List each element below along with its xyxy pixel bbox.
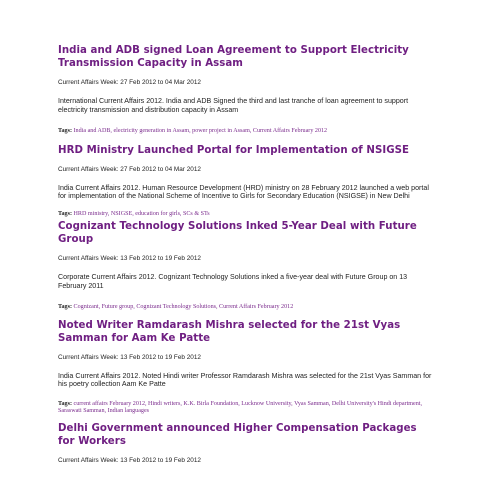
tags-label: Tags:: [58, 128, 72, 135]
tag-links[interactable]: Cognizant, Future group, Cognizant Technology Solutions, Current Affairs February 2012: [73, 304, 294, 311]
article-description: International Current Affairs 2012. India and ADB Signed the third and last tranche of loan agreement to support electricity transmission and distribution capacity in Assam: [58, 97, 409, 114]
tags-label: Tags:: [58, 210, 72, 217]
article-tags: [58, 128, 436, 135]
article-tags: [58, 211, 436, 218]
article-tags: [58, 401, 436, 416]
article-tags: [58, 304, 436, 311]
article-title-link[interactable]: HRD Ministry Launched Portal for Implementation of NSIGSE: [58, 144, 410, 156]
article-title-link[interactable]: India and ADB signed Loan Agreement to Support Electricity Transmission Capacity in Assam: [58, 45, 409, 69]
article-description: Corporate Current Affairs 2012. Cognizant Technology Solutions inked a five-year deal with Future Group on 13 February 2011: [58, 273, 408, 290]
tags-label: Tags:: [58, 304, 72, 311]
article-title-link[interactable]: Noted Writer Ramdarash Mishra selected for the 21st Vyas Samman for Aam Ke Patte: [58, 319, 401, 344]
article-week: Current Affairs Week: 27 Feb 2012 to 04 Mar 2012: [58, 79, 201, 86]
article-week: Current Affairs Week: 13 Feb 2012 to 19 Feb 2012: [58, 456, 201, 464]
tags-label: Tags:: [58, 400, 72, 407]
article-item: [58, 319, 436, 416]
tag-links[interactable]: India and ADB, electricity generation in Assam, power project in Assam, Current Affairs February 2012: [73, 128, 328, 135]
article-item: [58, 220, 436, 312]
article-item: [58, 422, 436, 465]
article-week: Current Affairs Week: 13 Feb 2012 to 19 Feb 2012: [58, 353, 201, 361]
tag-links[interactable]: HRD ministry, NSIGSE, education for girls, SCs & STs: [73, 210, 210, 217]
article-description: India Current Affairs 2012. Human Resource Development (HRD) ministry on 28 February 2012 launched a web portal for implementation of the National Scheme of Incentive to Girls for Secondary Education (NSIGSE) in New Delhi: [58, 183, 429, 201]
article-week: Current Affairs Week: 27 Feb 2012 to 04 Mar 2012: [58, 165, 201, 173]
article-week: Current Affairs Week: 13 Feb 2012 to 19 Feb 2012: [58, 255, 201, 263]
article-item: [58, 44, 436, 136]
article-title-link[interactable]: Cognizant Technology Solutions Inked 5-Year Deal with Future Group: [58, 221, 417, 246]
article-item: [58, 144, 436, 219]
tag-links[interactable]: current affairs February 2012, Hindi writers, K.K. Birla Foundation, Lucknow University, Vyas Samman, Delhi University's Hindi department, Saraswati Samman, Indian languages: [58, 400, 422, 415]
news-list: [58, 44, 436, 465]
article-description: India Current Affairs 2012. Noted Hindi writer Professor Ramdarash Mishra was selected for the 21st Vyas Samman for his poetry collection Aam Ke Patte: [58, 371, 432, 389]
article-title-link[interactable]: Delhi Government announced Higher Compensation Packages for Workers: [58, 422, 417, 447]
